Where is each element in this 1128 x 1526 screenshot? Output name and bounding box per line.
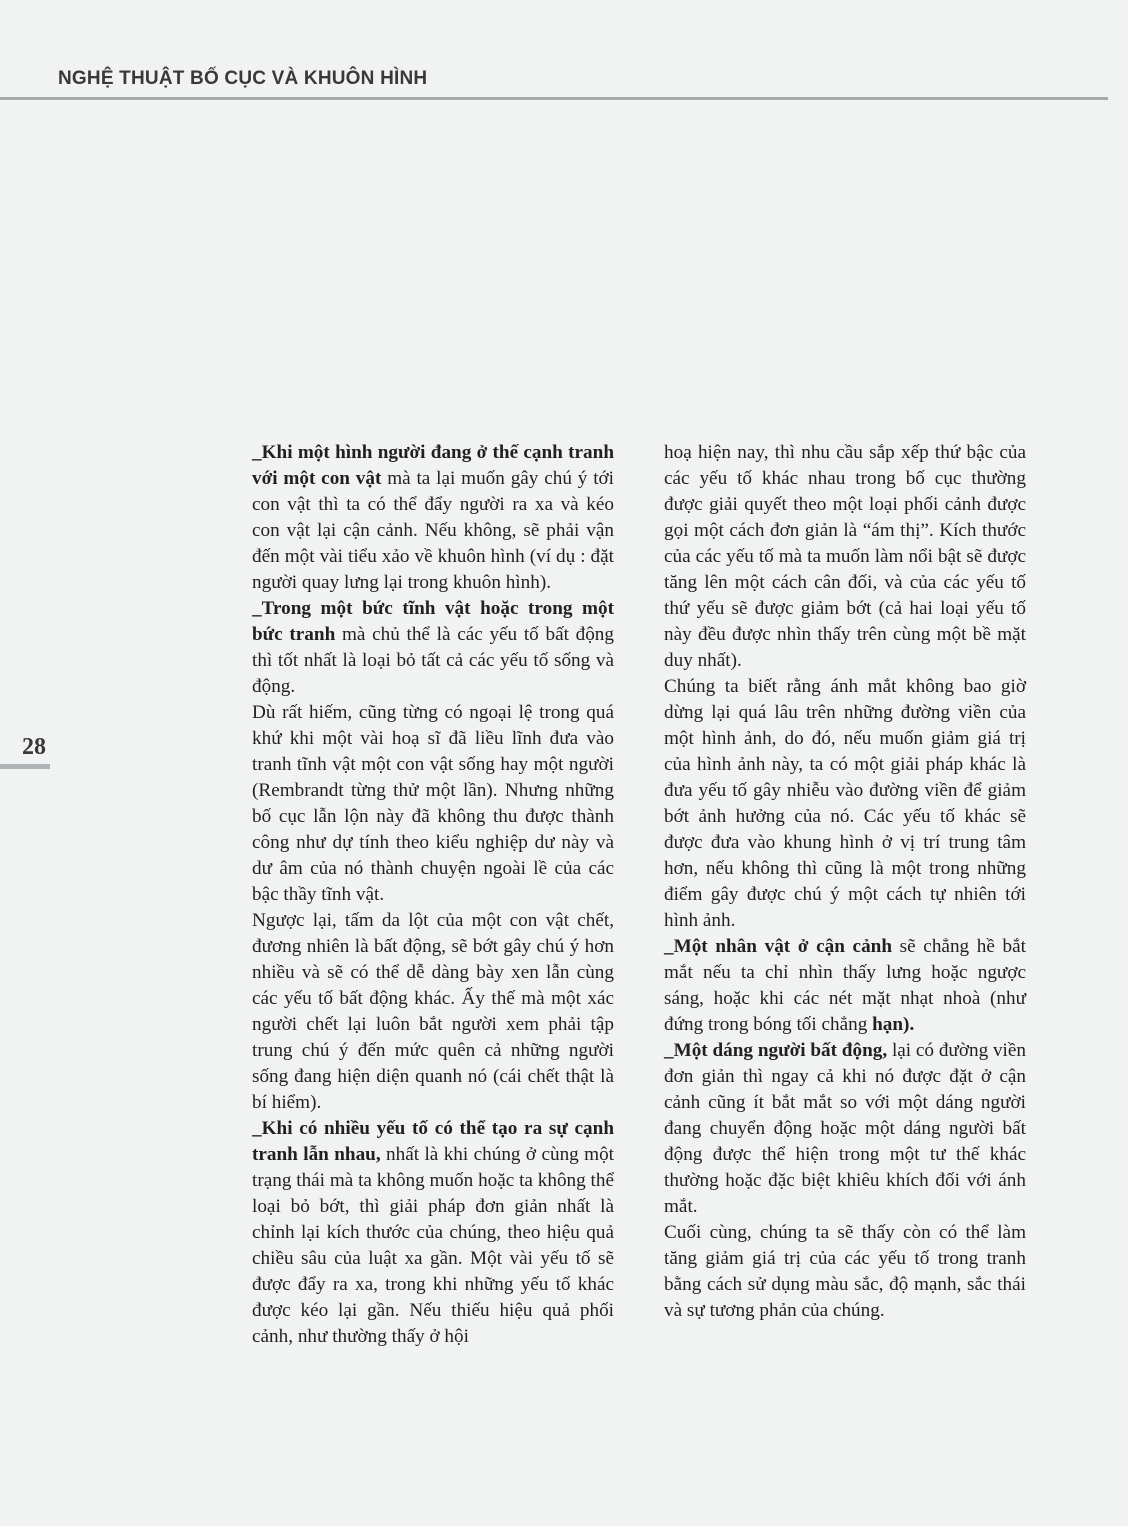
left-p5-text: nhất là khi chúng ở cùng một trạng thái mà ta không muốn hoặc ta không thể loại bỏ bớt, thì giải pháp đơn giản nhất là chỉnh lại kích thước của chúng, theo hiệu quả chiều sâu của luật xa gần. Một vài yếu tố sẽ được đẩy ra xa, trong khi những yếu tố khác được kéo lại gần. Nếu thiếu hiệu quả phối cảnh, như thường thấy ở hội (252, 1144, 614, 1347)
left-paragraph-2 (252, 596, 614, 700)
right-paragraph-5: Cuối cùng, chúng ta sẽ thấy còn có thể làm tăng giảm giá trị của các yếu tố trong tranh bằng cách sử dụng màu sắc, độ mạnh, sắc thái và sự tương phản của chúng. (664, 1222, 1026, 1321)
right-paragraph-4 (664, 1038, 1026, 1220)
page-number-bar (0, 764, 50, 769)
right-p3-text: sẽ chẳng hề bắt mắt nếu ta chỉ nhìn thấy lưng hoặc ngược sáng, hoặc khi các nét mặt nhạt nhoà (như đứng trong bóng tối chẳng (664, 936, 1026, 1035)
left-paragraph-1 (252, 440, 614, 596)
left-column (252, 440, 614, 1350)
right-paragraph-3 (664, 934, 1026, 1038)
left-p5-bold-lead: _Khi có nhiều yếu tố có thể tạo ra sự cạnh tranh lẫn nhau, (252, 1118, 614, 1165)
right-paragraph-1: hoạ hiện nay, thì nhu cầu sắp xếp thứ bậc của các yếu tố khác nhau trong bố cục thường được giải quyết theo một loại phối cảnh được gọi một cách đơn giản là “ám thị”. Kích thước của các yếu tố mà ta muốn làm nổi bật sẽ được tăng lên một cách cân đối, và của các yếu tố thứ yếu sẽ được giảm bớt (cả hai loại yếu tố này đều được nhìn thấy trên cùng một bề mặt duy nhất). (664, 442, 1026, 671)
page-number: 28 (22, 734, 46, 760)
right-p4-text: lại có đường viền đơn giản thì ngay cả khi nó được đặt ở cận cảnh cũng ít bắt mắt so với một dáng người đang chuyển động hoặc một dáng người bất động được thể hiện trong một tư thế khác thường hoặc đặc biệt khiêu khích đối với ánh mắt. (664, 1040, 1026, 1217)
left-paragraph-3: Dù rất hiếm, cũng từng có ngoại lệ trong quá khứ khi một vài hoạ sĩ đã liều lĩnh đưa vào tranh tĩnh vật một con vật sống hay một người (Rembrandt từng thử một lần). Nhưng những bố cục lẫn lộn này đã không thu được thành công như dự tính theo kiểu nghiệp dư này và dư âm của nó thành chuyện ngoài lề của các bậc thầy tĩnh vật. (252, 702, 614, 905)
right-p4-bold-lead: _Một dáng người bất động, (664, 1040, 888, 1061)
left-paragraph-4: Ngược lại, tấm da lột của một con vật chết, đương nhiên là bất động, sẽ bớt gây chú ý hơn nhiều và sẽ có thể dễ dàng bày xen lẫn cùng các yếu tố bất động khác. Ấy thế mà một xác người chết lại luôn bắt người xem phải tập trung chú ý đến mức quên cả những người sống đang hiện diện quanh nó (cái chết thật là bí hiểm). (252, 910, 614, 1113)
header-rule (0, 97, 1108, 100)
running-header: NGHỆ THUẬT BỐ CỤC VÀ KHUÔN HÌNH (58, 68, 428, 89)
left-p1-bold-lead: _Khi một hình người đang ở thế cạnh tranh với một con vật (252, 442, 614, 489)
right-p3-bold-end: hạn). (872, 1014, 915, 1035)
right-paragraph-2: Chúng ta biết rằng ánh mắt không bao giờ dừng lại quá lâu trên những đường viền của một hình ảnh, do đó, nếu muốn giảm giá trị của hình ảnh này, ta có một giải pháp khác là đưa yếu tố gây nhiễu vào đường viền để giảm bớt ảnh hưởng của nó. Các yếu tố khác sẽ được đưa vào khung hình ở vị trí trung tâm hơn, nếu không thì cũng là một trong những điểm gây được chú ý một cách tự nhiên tới hình ảnh. (664, 676, 1026, 931)
left-paragraph-5 (252, 1116, 614, 1350)
left-p2-bold-lead: _Trong một bức tĩnh vật hoặc trong một bức tranh (252, 598, 614, 645)
left-p1-text: mà ta lại muốn gây chú ý tới con vật thì ta có thể đẩy người ra xa và kéo con vật lại cận cảnh. Nếu không, sẽ phải vận đến một vài tiểu xảo về khuôn hình (ví dụ : đặt người quay lưng lại trong khuôn hình). (252, 468, 615, 593)
right-p3-bold-lead: _Một nhân vật ở cận cảnh (664, 936, 893, 957)
right-column (664, 440, 1026, 1324)
left-p2-text: mà chủ thể là các yếu tố bất động thì tốt nhất là loại bỏ tất cả các yếu tố sống và động. (252, 624, 614, 697)
